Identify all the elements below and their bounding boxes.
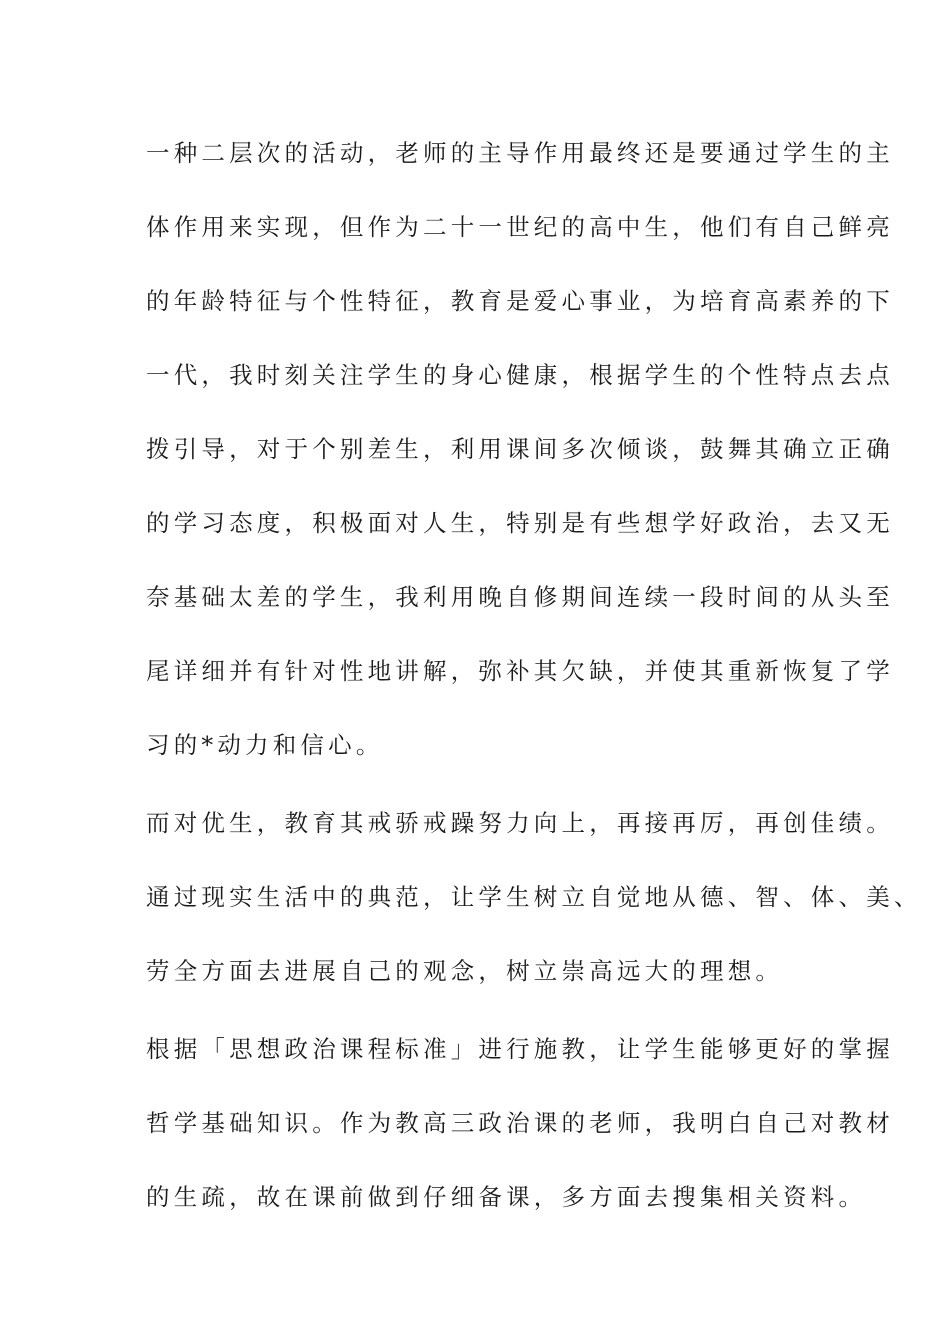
text-line: 的年龄特征与个性特征，教育是爱心事业，为培育高素养的下 bbox=[146, 287, 894, 315]
text-line: 的学习态度，积极面对人生，特别是有些想学好政治，去又无 bbox=[146, 509, 894, 537]
text-line: 通过现实生活中的典范，让学生树立自觉地从德、智、体、美、 bbox=[146, 883, 922, 911]
text-line: 哲学基础知识。作为教高三政治课的老师，我明白自己对教材 bbox=[146, 1109, 894, 1137]
text-line: 根据「思想政治课程标准」进行施教，让学生能够更好的掌握 bbox=[146, 1035, 894, 1063]
text-line: 拨引导，对于个别差生，利用课间多次倾谈，鼓舞其确立正确 bbox=[146, 435, 894, 463]
text-line: 的生疏，故在课前做到仔细备课，多方面去搜集相关资料。 bbox=[146, 1183, 867, 1211]
text-line: 尾详细并有针对性地讲解，弥补其欠缺，并使其重新恢复了学 bbox=[146, 657, 894, 685]
text-line: 一种二层次的活动，老师的主导作用最终还是要通过学生的主 bbox=[146, 139, 894, 167]
text-line: 体作用来实现，但作为二十一世纪的高中生，他们有自己鲜亮 bbox=[146, 213, 894, 241]
text-line: 劳全方面去进展自己的观念，树立崇高远大的理想。 bbox=[146, 957, 784, 985]
text-line: 而对优生，教育其戒骄戒躁努力向上，再接再厉，再创佳绩。 bbox=[146, 809, 894, 837]
text-line: 奈基础太差的学生，我利用晚自修期间连续一段时间的从头至 bbox=[146, 583, 894, 611]
text-line: 一代，我时刻关注学生的身心健康，根据学生的个性特点去点 bbox=[146, 361, 894, 389]
text-line: 习的*动力和信心。 bbox=[146, 731, 384, 759]
